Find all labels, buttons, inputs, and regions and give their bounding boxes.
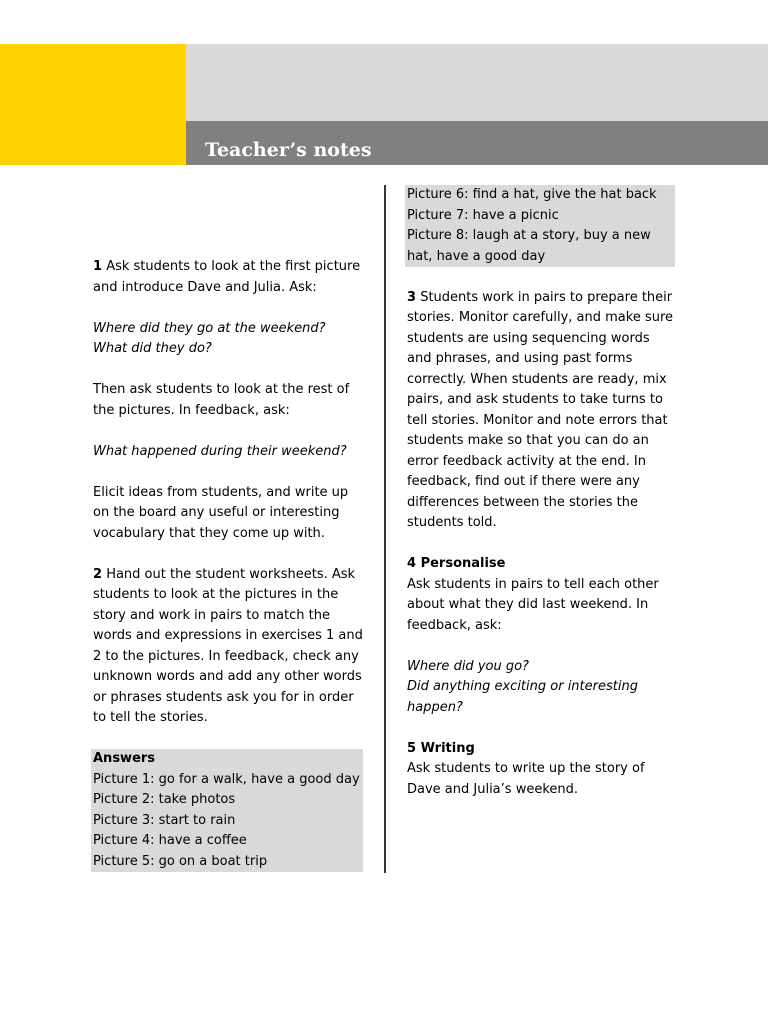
answer-item: Picture 3: start to rain bbox=[93, 812, 236, 828]
question-2: What did they do? bbox=[93, 341, 212, 356]
left-column bbox=[93, 257, 363, 872]
step-1-paragraph bbox=[93, 257, 363, 298]
step-1-text: Ask students to look at the first picture and introduce Dave and Julia. Ask: bbox=[93, 259, 361, 295]
step-2-paragraph bbox=[93, 565, 363, 729]
step-4-text: Ask students in pairs to tell each other about what they did last weekend. In feedback, ask: bbox=[407, 576, 659, 633]
answers-box-right bbox=[405, 185, 675, 267]
header-band-light bbox=[186, 44, 768, 121]
answers-title: Answers bbox=[93, 751, 156, 766]
step-2-number: 2 bbox=[93, 566, 103, 582]
header-accent-block bbox=[0, 44, 186, 165]
question-3: What happened during their weekend? bbox=[93, 443, 347, 459]
column-divider bbox=[384, 185, 386, 873]
step-4-heading: 4 Personalise bbox=[407, 556, 506, 571]
rest-pictures-paragraph: Then ask students to look at the rest of the pictures. In feedback, ask: bbox=[93, 382, 350, 418]
step-1-number: 1 bbox=[93, 259, 103, 274]
step-3-text: Students work in pairs to prepare their stories. Monitor carefully, and make sure students are using sequencing words and phrases, and using past forms correctly. When students are ready, mix pairs, and ask students to take turns to tell stories. Monitor and note errors that students make so that you can do an error feedback activity at the end. In feedback, find out if there were any differences between the stories the students told. bbox=[407, 289, 674, 530]
answer-item: Picture 8: laugh at a story, buy a new hat, have a good day bbox=[407, 228, 651, 264]
answer-item: Picture 5: go on a boat trip bbox=[93, 853, 268, 869]
question-4: Where did you go? bbox=[407, 658, 529, 674]
answer-item: Picture 6: find a hat, give the hat back bbox=[407, 187, 657, 202]
answer-item: Picture 7: have a picnic bbox=[407, 207, 559, 223]
answer-item: Picture 2: take photos bbox=[93, 792, 236, 807]
step-2-text: Hand out the student worksheets. Ask students to look at the pictures in the story and work in pairs to match the words and expressions in exercises 1 and 2 to the pictures. In feedback, check any unknown words and add any other words or phrases students ask you for in order to tell the stories. bbox=[93, 566, 363, 725]
right-column bbox=[407, 185, 677, 800]
elicit-paragraph: Elicit ideas from students, and write up on the board any useful or interesting vocabulary that they come up with. bbox=[93, 484, 349, 541]
question-1: Where did they go at the weekend? bbox=[93, 320, 326, 336]
question-5: Did anything exciting or interesting happen? bbox=[407, 679, 638, 715]
answer-item: Picture 4: have a coffee bbox=[93, 833, 247, 848]
step-5-text: Ask students to write up the story of Dave and Julia’s weekend. bbox=[407, 761, 645, 797]
answer-item: Picture 1: go for a walk, have a good day bbox=[93, 771, 360, 787]
step-5-heading: 5 Writing bbox=[407, 740, 475, 756]
step-3-number: 3 bbox=[407, 289, 417, 305]
page-title: Teacher’s notes bbox=[205, 139, 372, 161]
answers-box-left bbox=[91, 749, 363, 872]
step-3-paragraph bbox=[407, 288, 677, 534]
